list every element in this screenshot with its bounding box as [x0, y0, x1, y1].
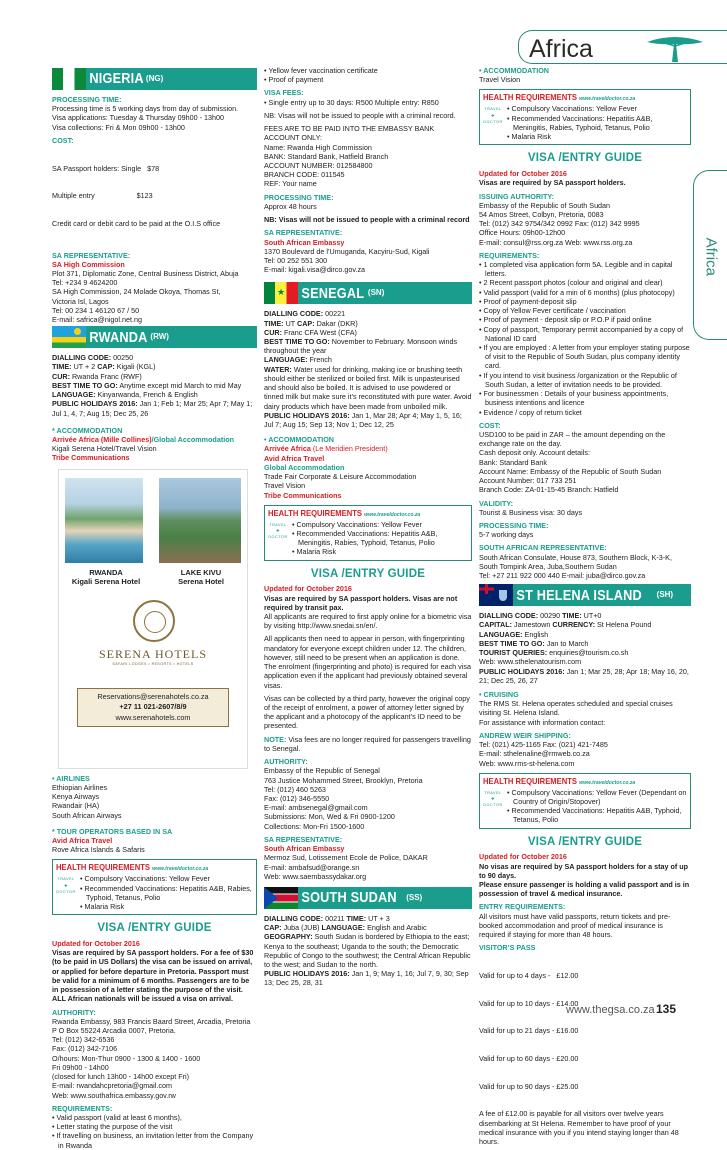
airline-item: Kenya Airways [52, 792, 100, 802]
south-sudan-flag-icon [264, 887, 298, 909]
tour-link-avid[interactable]: Avid Africa Travel [52, 835, 113, 845]
requirements-continued: • Yellow fever vaccination certificate • Proof of payment [264, 66, 472, 84]
authority-text: Embassy of the Republic of Senegal 763 Justice Mohammed Street, Brooklyn, Pretoria Tel: (012) 460 5263 Fax: (012) 346-5550 E-mail: ambsenegal@gmail.com Submissions: Mon, Wed & Fri 0900-1200 Collections: Mon-Fri 1500-1600 [264, 766, 423, 831]
section-heading: VISITOR’S PASS [479, 943, 536, 953]
country-header-senegal [264, 282, 472, 304]
visa-text: All applicants are required to first apply online for a biometric visa by visiting http://www.snedai.sn/en/. [264, 612, 472, 631]
requirements-list: • Valid passport (valid at least 6 months), • Letter stating the purpose of the visit • If travelling on business, an invitation letter from the Company in Rwanda [52, 1113, 257, 1150]
accom-link-avid[interactable]: Avid Africa Travel [264, 453, 325, 463]
rep-name: South African Embassy [264, 237, 345, 247]
section-heading: SA REPRESENTATIVE: [264, 228, 343, 238]
section-heading: AUTHORITY: [264, 757, 308, 767]
serena-hotels-advert[interactable] [58, 469, 248, 769]
health-list: • Compulsory Vaccinations: Yellow Fever • Recommended Vaccinations: Hepatitis A&B, Rabies, Typhoid, Tetanus, Polio • Malaria Risk [80, 874, 253, 911]
accom-link-global[interactable]: Global Accommodation [264, 462, 345, 472]
country-header-south-sudan [264, 887, 472, 909]
processing-text: Processing time is 5 working days from day of submission. Visa applications: Tuesday & Thursday 09h00 - 13h00 Visa collections: Fri & Mon 09h00 - 13h00 [52, 104, 239, 132]
health-title: HEALTH REQUIREMENTS www.traveldoctor.co.za [56, 862, 209, 873]
section-heading: SOUTH AFRICAN REPRESENTATIVE: [479, 543, 607, 553]
footer-url: www.thegsa.co.za [566, 1004, 655, 1016]
advert-brand-sub: SAFARI LODGES • RESORTS • HOTELS [112, 661, 194, 666]
airlines-heading: • AIRLINES [52, 773, 90, 783]
health-requirements-box [264, 505, 472, 561]
section-heading: COST: [479, 420, 501, 430]
health-title: HEALTH REQUIREMENTS www.traveldoctor.co.za [483, 92, 636, 103]
visa-updated: Updated for October 2016 [264, 584, 352, 594]
section-title: Africa [529, 35, 593, 63]
rep-name: SA High Commission [52, 259, 125, 269]
country-code: (SS) [406, 892, 423, 902]
side-tab-label: Africa [702, 237, 720, 276]
acacia-tree-icon [645, 32, 705, 62]
accom-link-tribe[interactable]: Tribe Communications [52, 453, 130, 463]
serena-logo-icon [133, 600, 175, 642]
section-heading: AUTHORITY: [52, 1007, 96, 1017]
section-tab [518, 30, 727, 64]
bank-details: FEES ARE TO BE PAID INTO THE EMBASSY BANK ACCOUNT ONLY: Name: Rwanda High Commission BANK: Standard Bank, Hatfield Branch ACCOUNT NUMBER: 012584800 BRANCH CODE: 011545 REF: Your name [264, 124, 435, 189]
health-requirements-box [479, 89, 691, 145]
section-heading: REQUIREMENTS: [52, 1103, 113, 1113]
advert-contact: Reservations@serenahotels.co.za +27 11 021-2607/8/9 www.serenahotels.com [77, 688, 229, 728]
country-code: (NG) [145, 73, 164, 83]
section-heading: PROCESSING TIME: [52, 95, 122, 104]
nb-note: NB: Visas will not be issued to people with a criminal record. [264, 110, 456, 120]
lake-kivu-hotel-photo [159, 478, 241, 563]
health-requirements-box [479, 773, 691, 829]
visa-text: No visas are required by SA passport holders for a stay of up to 90 days. [479, 861, 689, 880]
visa-text: Visas are required by SA passport holders. [479, 178, 626, 188]
visa-text: Visas are required by SA passport holders. Visas are not required by transit pax. [264, 593, 458, 612]
travel-doctor-logo-icon: TRAVEL ✚ DOCTOR [483, 790, 503, 807]
country-name: SENEGAL [301, 284, 365, 302]
visa-text: All applicants then need to appear in person, with fingerprinting mandatory for everyone except children under 12. The children, however, still need to be present when an application is done. The enrolment (fingerprinting and photo) is required for each visa application even if the applicant had previously obtained several visas. [264, 634, 471, 690]
section-heading: COST: [52, 135, 74, 145]
section-heading: ANDREW WEIR SHIPPING: [479, 730, 571, 740]
section-heading: VISA FEES: [264, 88, 304, 98]
rep-name: South African Embassy [264, 844, 345, 854]
health-title: HEALTH REQUIREMENTS www.traveldoctor.co.za [483, 775, 636, 786]
accommodation-heading: • ACCOMMODATION [479, 66, 549, 75]
column-3: • ACCOMMODATION Travel Vision HEALTH REQUIREMENTS www.traveldoctor.co.za TRAVEL ✚ DOCTOR • Compulsory Vaccinations: Yellow Fever • Recommended Vaccinations: Hepatitis A&B, Meningitis, Rabies, Typhoid, Tetanus, Polio • Malaria Risk VISA /ENTRY GUIDE Updated for October 2016 Visas are required by SA passport holders. ISSUING AUTHORITY: Embassy of the Republic of South Sudan 54 Amos Street, Colbyn, Pretoria, 0083 Tel: (012) 342 9754/342 0992 Fax: (012) 342 9995 Office Hours: 09h00-12h00 E-mail: consul@rss.org.za Web: www.rss.org.za REQUIREMENTS: • 1 completed visa application form 5A. Legible and in capital letters. • 2 Recent passport photos (colour and original and clear) • Valid passport (valid for a min of 6 months) (plus photocopy) • Proof of payment-deposit slip • Copy of Yellow Fever certificate / vaccination • Proof of payment - deposit slip or P.O.P if paid online • Copy of passport, Temporary permit accompanied by a copy of National ID card • If you are employed : A letter from your employer stating purpose of visit to the Republic of South Sudan, plus company identity card. • If you intend to visit business /organization or the Republic of South Sudan, a letter of invitation needs to be provided. • For businessmen : Details of your business appointments, business intentions and licence • Evidence / copy of return ticket COST: USD100 to be paid in ZAR – the amount depending on the exchange rate on the day. Cash deposit only. Account details: Bank: Standard Bank Account Name: Embassy of the Republic of South Sudan Account Number: 017 733 251 Branch Code: ZA-01-15-45 Branch: Hatfield VALIDITY: Tourist & Business visa: 30 days PROCESSING TIME: 5-7 working days SOUTH AFRICAN REPRESENTATIVE: South African Consulate, House 873, Southern Block, K-3-K, South Tompink Area, Juba,Southern Sudan Tel: +27 211 922 000 440 E-mail: juba@dirco.gov.za ST HELENA ISLAND (SH) DIALLING CODE: 00290 TIME: UT+0 CAPITAL: Jamestown CURRENCY: St Helena Pound LANGUAGE: English BEST TIME TO GO: Jan to March TOURIST QUERIES: enquiries@tourism.co.sh Web: www.sthelenatourism.com PUBLIC HOLIDAYS 2016: Jan 1; Mar 25, 28; Apr 18; May 16, 20, 21; Dec 25, 26, 27 • CRUISING The RMS St. Helena operates scheduled and special cruises visiting St. Helena Island. For assistance with information contact: ANDREW WEIR SHIPPING: Tel: (021) 425-1165 Fax: (021) 421-7485 E-mail: sthelenaline@rmweb.co.za Web: www.rms-st-helena.com HEALTH REQUIREMENTS www.traveldoctor.co.za TRAVEL ✚ DOCTOR • Compulsory Vaccinations: Yellow Fever (Dependant on Country of Origin/Stopover) • Recommended Vaccinations: Hepatitis A&B, Typhoid, Tetanus, Polio VISA /ENTRY GUIDE Updated for October 2016 No visas are required by SA passport holders for a stay of up to 90 days. Please ensure passenger is holding a valid passport and is in possession of travel & medical insurance. ENTRY REQUIREMENTS: All visitors must have valid passports, return tickets and pre-booked accommodation and proof of medical insurance is required if staying for more than 48 hours. VISITOR’S PASS Valid for up to 4 days - £12.00 Valid for up to 10 days - £14.00 Valid for up to 21 days - £16.00 Valid for up to 60 days - £20.00 Valid for up to 90 days - £25.00 A fee of £12.00 is payable for all visitors over twelve years disembarking at St Helena. Remember to have proof of your medical insurance with you if you intend staying longer than 48 hours. [479, 66, 691, 1146]
visa-guide-title: VISA /ENTRY GUIDE [310, 567, 426, 580]
south-sudan-facts: DIALLING CODE: 00211 TIME: UT + 3 CAP: Juba (JUB) LANGUAGE: English and Arabic GEOGRAPHY: South Sudan is bordered by Ethiopia to the east; Kenya to the southeast; Uganda to the south; the Democratic Republic of Congo to the southwest; the Central African Republic to the west; and Sudan to the north. PUBLIC HOLIDAYS 2016: Jan 1, 9; May 1, 16; Jul 7, 9, 30; Sep 13; Dec 25, 28, 31 [264, 913, 471, 988]
section-heading: ENTRY REQUIREMENTS: [479, 902, 566, 912]
nb-note: NB: Visas will not be issued to people with a criminal record [264, 215, 470, 225]
cruising-heading: • CRUISING [479, 690, 519, 699]
visa-text: ALL African nationals will be issued a visa on arrival. [52, 994, 233, 1004]
airline-item: Rwandair (HA) [52, 801, 100, 811]
airline-item: South African Airways [52, 810, 122, 820]
country-name: RWANDA [89, 328, 148, 346]
health-list: • Compulsory Vaccinations: Yellow Fever • Recommended Vaccinations: Hepatitis A&B, Meningitis, Rabies, Typhoid, Tetanus, Polio • Malaria Risk [292, 520, 468, 557]
section-heading: VALIDITY: [479, 498, 514, 508]
section-heading: REQUIREMENTS: [479, 250, 540, 260]
side-section-tab [693, 170, 727, 340]
visa-updated: Updated for October 2016 [52, 939, 140, 949]
column-2: • Yellow fever vaccination certificate • Proof of payment VISA FEES: • Single entry up to 30 days: R500 Multiple entry: R850 NB: Visas will not be issued to people with a criminal record. FEES ARE TO BE PAID INTO THE EMBASSY BANK ACCOUNT ONLY: Name: Rwanda High Commission BANK: Standard Bank, Hatfield Branch ACCOUNT NUMBER: 012584800 BRANCH CODE: 011545 REF: Your name PROCESSING TIME: Approx 48 hours NB: Visas will not be issued to people with a criminal record SA REPRESENTATIVE: South African Embassy 1370 Boulevard de l’Umuganda, Kacyiru-Sud, Kigali Tel: 00 252 551 300 E-mail: kigali.visa@dirco.gov.za ★ SENEGAL (SN) DIALLING CODE: 00221 TIME: UT CAP: Dakar (DKR) CUR: Franc CFA West (CFA) BEST TIME TO GO: November to February. Monsoon winds throughout the year LANGUAGE: French WATER: Water used for drinking, making ice or brushing teeth should either be sterilized or boiled first. Milk is unpasteurised and should also be boiled. It is advised to use powdered or tinned milk but make sure it’s reconstituted with pure water. Avoid dairy products which have been made from unboiled milk. PUBLIC HOLIDAYS 2016: Jan 1, Mar 28; Apr 4; May 1, 5, 16; Jul 7; Aug 15; Sep 13; Nov 1; Dec 12, 25 • ACCOMMODATION Arrivée Africa (Le Meridien President) Avid Africa Travel Global Accommodation Trade Fair Corporate & Leisure Accommodation Travel Vision Tribe Communications HEALTH REQUIREMENTS www.traveldoctor.co.za TRAVEL ✚ DOCTOR • Compulsory Vaccinations: Yellow Fever • Recommended Vaccinations: Hepatitis A&B, Meningitis, Rabies, Typhoid, Tetanus, Polio • Malaria Risk VISA /ENTRY GUIDE Updated for October 2016 Visas are required by SA passport holders. Visas are not required by transit pax. All applicants are required to first apply online for a biometric visa by visiting http://www.snedai.sn/en/. All applicants then need to appear in person, with fingerprinting mandatory for everyone except children under 12. The children, however, still need to be present when an application is done. The enrolment (fingerprinting and photo) is required for each visa application even if the applicant had previously obtained several visas. Visas can be collected by a third party, however the original copy of the receipt of enrolment, a power of attorney letter signed by the applicant and a photocopy of the applicant’s ID need to be presented. NOTE: Visa fees are no longer required for passengers travelling to Senegal. AUTHORITY: Embassy of the Republic of Senegal 763 Justice Mohammed Street, Brooklyn, Pretoria Tel: (012) 460 5263 Fax: (012) 346-5550 E-mail: ambsenegal@gmail.com Submissions: Mon, Wed & Fri 0900-1200 Collections: Mon-Fri 1500-1600 SA REPRESENTATIVE: South African Embassy Mermoz Sud, Lotissement Ecole de Police, DAKAR E-mail: ambafsud@orange.sn Web: www.saembassydakar.org SOUTH SUDAN (SS) DIALLING CODE: 00211 TIME: UT + 3 CAP: Juba (JUB) LANGUAGE: English and Arabic GEOGRAPHY: South Sudan is bordered by Ethiopia to the east; Kenya to the southeast; Uganda to the south; the Democratic Republic of Congo to the southwest; the Central African Republic to the west; and Sudan to the north. PUBLIC HOLIDAYS 2016: Jan 1, 9; May 1, 16; Jul 7, 9, 30; Sep 13; Dec 25, 28, 31 [264, 66, 472, 988]
kigali-hotel-photo [65, 478, 143, 563]
travel-doctor-logo-icon: TRAVEL ✚ DOCTOR [56, 877, 76, 894]
accom-link-global[interactable]: Global Accommodation [153, 435, 234, 444]
st-helena-flag-icon [479, 584, 513, 606]
nigeria-flag-icon [52, 68, 86, 90]
country-name: NIGERIA [89, 70, 144, 88]
tour-operators-heading: * TOUR OPERATORS BASED IN SA [52, 826, 173, 836]
section-heading: SA REPRESENTATIVE: [52, 250, 131, 260]
section-heading: PROCESSING TIME: [479, 520, 549, 530]
accom-link-arrivee[interactable]: Arrivée Africa [264, 444, 311, 454]
requirements-list: • 1 completed visa application form 5A. Legible and in capital letters. • 2 Recent passport photos (colour and original and clear) • Valid passport (valid for a min of 6 months) (plus photocopy) • Proof of payment-deposit slip • Copy of Yellow Fever certificate / vaccination • Proof of payment - deposit slip or P.O.P if paid online • Copy of passport, Temporary permit accompanied by a copy of National ID card • If you are employed : A letter from your employer stating purpose of visit to the Republic of South Sudan, plus company identity card. • If you intend to visit business /organization or the Republic of South Sudan, a letter of invitation needs to be provided. • For businessmen : Details of your business appointments, business intentions and licence • Evidence / copy of return ticket [479, 260, 691, 417]
accommodation-heading: • ACCOMMODATION [264, 435, 334, 445]
rwanda-flag-icon [52, 326, 86, 348]
fees-list: • Single entry up to 30 days: R500 Multiple entry: R850 [264, 98, 472, 107]
country-code: (SN) [367, 288, 385, 298]
travel-doctor-logo-icon: TRAVEL ✚ DOCTOR [268, 522, 288, 539]
accom-link-tribe[interactable]: Tribe Communications [264, 490, 342, 500]
visitor-pass-list: Valid for up to 4 days - £12.00 Valid for up to 10 days - £14.00 Valid for up to 21 days - £16.00 Valid for up to 60 days - £20.00 Valid for up to 90 days - £25.00 [479, 971, 579, 1091]
section-heading: PROCESSING TIME: [264, 192, 334, 202]
hotel-caption-right: LAKE KIVU Serena Hotel [178, 567, 224, 587]
visa-updated: Updated for October 2016 [479, 169, 567, 179]
column-1: NIGERIA (NG) PROCESSING TIME: Processing time is 5 working days from day of submission. Visa applications: Tuesday & Thursday 09h00 - 13h00 Visa collections: Fri & Mon 09h00 - 13h00 COST: SA Passport holders: Single $78 Multiple entry $123 Credit card or debit card to be paid at the O.I.S office SA REPRESENTATIVE: SA High Commission Plot 371, Diplomatic Zone, Central Business District, Abuja Tel: +234 9 4624200 SA High Commission, 24 Molade Okoya, Thomas St, Victoria Isl, Lagos Tel: 00 234 1 46120 67 / 50 E-mail: safrica@nigol.net.ng RWANDA (RW) DIALLING CODE: 00250 TIME: UT + 2 CAP: Kigali (KGL) CUR: Rwanda Franc (RWF) BEST TIME TO GO: Anytime except mid March to mid May LANGUAGE: Kinyarwanda, French & English PUBLIC HOLIDAYS 2016: Jan 1; Feb 1; Mar 25; Apr 7; May 1; Jul 1, 4, 7; Aug 15; Dec 25, 26 * ACCOMMODATION Arrivée Africa (Mille Collines)/Global Accommodation Kigali Serena Hotel/Travel Vision Tribe Communications RWANDA Kigali Serena Hotel LAKE KIVU Serena Hotel SERENA HOTELS SAFARI LODGES • RESORTS • HOTELS Reservations@serenahotels.co.za +27 11 021-2607/8/9 www.serenahotels.com • AIRLINES Ethiopian Airlines Kenya Airways Rwandair (HA) South African Airways * TOUR OPERATORS BASED IN SA Avid Africa Travel Rove Africa Islands & Safaris HEALTH REQUIREMENTS www.traveldoctor.co.za TRAVEL ✚ DOCTOR • Compulsory Vaccinations: Yellow Fever • Recommended Vaccinations: Hepatitis A&B, Rabies, Typhoid, Tetanus, Polio • Malaria Risk VISA /ENTRY GUIDE Updated for October 2016 Visas are required by SA passport holders. For a fee of $30 (to be paid in US Dollars) the visa can be issued on arrival, or applied for before departure in Pretoria. Passport must be valid for a minimum of 6 months. Passengers are to be in possession of a letter stating the purpose of the visit. ALL African nationals will be issued a visa on arrival. AUTHORITY: Rwanda Embassy, 983 Francis Baard Street, Arcadia, Pretoria P O Box 55224 Arcadia 0007, Pretoria. Tel: (012) 342-6536 Fax: (012) 342-7106 O/hours: Mon-Thur 0900 - 1300 & 1400 - 1600 Fri 09h00 - 14h00 (closed for lunch 13h00 - 14h00 except Fri) E-mail: rwandahcpretoria@gmail.com Web: www.southafrica.embassy.gov.rw REQUIREMENTS: • Valid passport (valid at least 6 months), • Letter stating the purpose of the visit • If travelling on business, an invitation letter from the Company in Rwanda [52, 66, 257, 1150]
issuing-text: Embassy of the Republic of South Sudan 54 Amos Street, Colbyn, Pretoria, 0083 Tel: (012) 342 9754/342 0992 Fax: (012) 342 9995 Office Hours: 09h00-12h00 E-mail: consul@rss.org.za Web: www.rss.org.za [479, 200, 640, 247]
senegal-facts: DIALLING CODE: 00221 TIME: UT CAP: Dakar (DKR) CUR: Franc CFA West (CFA) BEST TIME TO GO: November to February. Monsoon winds throughout the year LANGUAGE: French WATER: Water used for drinking, making ice or brushing teeth should either be sterilized or boiled first. Milk is unpasteurised and should also be boiled. It is advised to use powdered or tinned milk but make sure it’s reconstituted with pure water. Avoid dairy products which have been made from unboiled milk. PUBLIC HOLIDAYS 2016: Jan 1, Mar 28; Apr 4; May 1, 5, 16; Jul 7; Aug 15; Sep 13; Nov 1; Dec 12, 25 [264, 309, 472, 429]
rep-text: Plot 371, Diplomatic Zone, Central Business District, Abuja Tel: +234 9 4624200 SA High Commission, 24 Molade Okoya, Thomas St, Victoria Isl, Lagos Tel: 00 234 1 46120 67 / 50 E-mail: safrica@nigol.net.ng [52, 268, 239, 325]
country-header-rwanda [52, 326, 257, 348]
accommodation-heading: * ACCOMMODATION [52, 425, 123, 435]
st-helena-facts: DIALLING CODE: 00290 TIME: UT+0 CAPITAL: Jamestown CURRENCY: St Helena Pound LANGUAGE: English BEST TIME TO GO: Jan to March TOURIST QUERIES: enquiries@tourism.co.sh Web: www.sthelenatourism.com PUBLIC HOLIDAYS 2016: Jan 1; Mar 25, 28; Apr 18; May 16, 20, 21; Dec 25, 26, 27 [479, 611, 689, 685]
visa-guide-title: VISA /ENTRY GUIDE [527, 152, 643, 165]
cost-text: SA Passport holders: Single $78 Multiple entry $123 Credit card or debit card to be paid at the O.I.S office [52, 163, 221, 228]
senegal-flag-icon: ★ [264, 282, 298, 304]
country-code: (RW) [150, 332, 169, 342]
country-code: (SH) [656, 590, 674, 600]
country-header-st-helena [479, 584, 691, 606]
health-title: HEALTH REQUIREMENTS www.traveldoctor.co.za [268, 507, 421, 518]
visa-updated: Updated for October 2016 [479, 852, 567, 862]
visa-guide-title: VISA /ENTRY GUIDE [527, 835, 643, 848]
country-name: SOUTH SUDAN [301, 889, 397, 907]
health-list: • Compulsory Vaccinations: Yellow Fever (Dependant on Country of Origin/Stopover) • Recommended Vaccinations: Hepatitis A&B, Typhoid, Tetanus, Polio [507, 788, 687, 825]
visa-text: Visas are required by SA passport holders. For a fee of $30 (to be paid in US Dollars) the visa can be issued on arrival, or applied for before departure in Pretoria. Passport must be valid for a minimum of 6 months. Passengers are to be in possession of a letter stating the purpose of the visit. [52, 948, 254, 995]
accom-link-arrivee[interactable]: Arrivée Africa (Mille Collines) [52, 435, 152, 444]
section-heading: SA REPRESENTATIVE: [264, 834, 343, 844]
page-number: 135 [656, 1002, 677, 1016]
advert-brand: SERENA HOTELS [98, 646, 207, 661]
health-list: • Compulsory Vaccinations: Yellow Fever • Recommended Vaccinations: Hepatitis A&B, Meningitis, Rabies, Typhoid, Tetanus, Polio • Malaria Risk [507, 104, 687, 141]
health-requirements-box [52, 859, 257, 915]
travel-doctor-logo-icon: TRAVEL ✚ DOCTOR [483, 107, 503, 124]
visa-text: Visas can be collected by a third party, however the original copy of the receipt of enrolment, a power of attorney letter signed by the applicant and a photocopy of the applicant’s ID need to be presented. [264, 693, 470, 731]
country-header-nigeria [52, 68, 257, 90]
authority-text: Rwanda Embassy, 983 Francis Baard Street, Arcadia, Pretoria P O Box 55224 Arcadia 0007, Pretoria. Tel: (012) 342-6536 Fax: (012) 342-7106 O/hours: Mon-Thur 0900 - 1300 & 1400 - 1600 Fri 09h00 - 14h00 (closed for lunch 13h00 - 14h00 except Fri) E-mail: rwandahcpretoria@gmail.com Web: www.southafrica.embassy.gov.rw [52, 1016, 251, 1100]
visa-text: Please ensure passenger is holding a valid passport and is in possession of travel & medical insurance. [479, 880, 690, 899]
airline-item: Ethiopian Airlines [52, 782, 108, 792]
cost-text: USD100 to be paid in ZAR – the amount depending on the exchange rate on the day. Cash deposit only. Account details: Bank: Standard Bank Account Name: Embassy of the Republic of South Sudan Account Number: 017 733 251 Branch Code: ZA-01-15-45 Branch: Hatfield [479, 429, 666, 495]
rwanda-facts: DIALLING CODE: 00250 TIME: UT + 2 CAP: Kigali (KGL) CUR: Rwanda Franc (RWF) BEST TIME TO GO: Anytime except mid March to mid May LANGUAGE: Kinyarwanda, French & English PUBLIC HOLIDAYS 2016: Jan 1; Feb 1; Mar 25; Apr 7; May 1; Jul 1, 4, 7; Aug 15; Dec 25, 26 [52, 353, 253, 418]
visa-note: NOTE: Visa fees are no longer required for passengers travelling to Senegal. [264, 734, 471, 753]
visa-guide-title: VISA /ENTRY GUIDE [97, 922, 212, 935]
hotel-caption-left: RWANDA Kigali Serena Hotel [71, 567, 141, 587]
section-heading: ISSUING AUTHORITY: [479, 191, 555, 201]
country-name: ST HELENA ISLAND [516, 586, 642, 604]
